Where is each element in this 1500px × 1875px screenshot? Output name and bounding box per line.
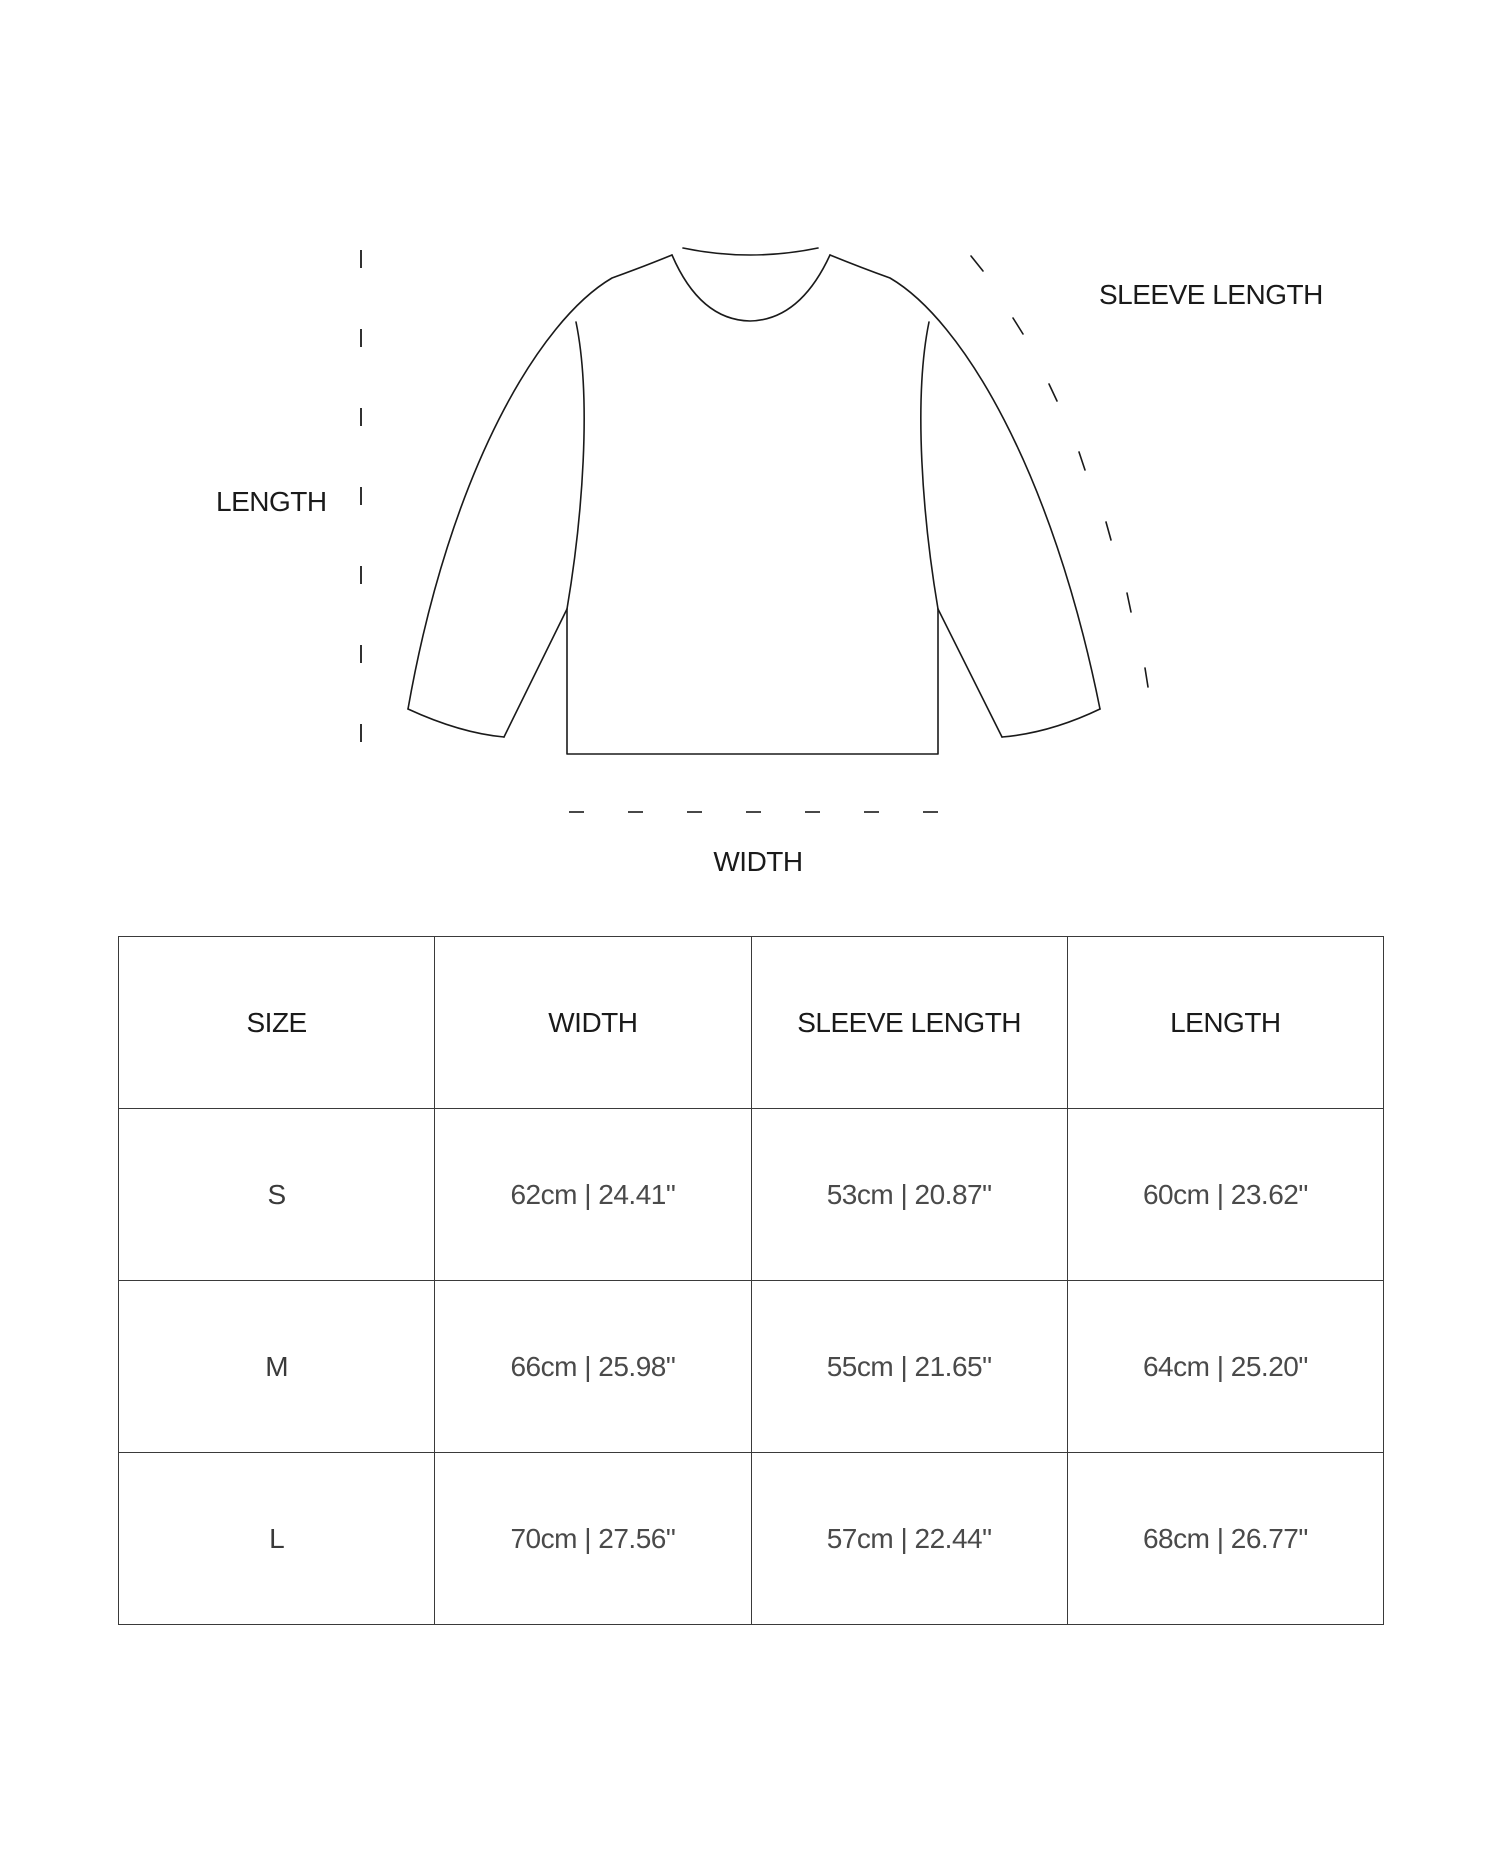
length-cell: 60cm | 23.62"	[1067, 1109, 1383, 1281]
left-sleeve-outer	[408, 255, 672, 709]
width-cell: 70cm | 27.56"	[435, 1453, 751, 1625]
collar-inner	[672, 255, 830, 321]
sleeve-length-cell: 57cm | 22.44"	[751, 1453, 1067, 1625]
header-length: LENGTH	[1067, 937, 1383, 1109]
left-sleeve-inner	[504, 609, 567, 737]
sweatshirt-illustration	[0, 0, 1500, 900]
length-cell: 64cm | 25.20"	[1067, 1281, 1383, 1453]
header-width: WIDTH	[435, 937, 751, 1109]
right-body-side	[921, 322, 938, 609]
width-cell: 66cm | 25.98"	[435, 1281, 751, 1453]
right-cuff	[1002, 709, 1100, 737]
size-cell: S	[119, 1109, 435, 1281]
right-sleeve-inner	[938, 609, 1002, 737]
table-row	[119, 1281, 1384, 1453]
sleeve-length-cell: 53cm | 20.87"	[751, 1109, 1067, 1281]
table-row	[119, 1453, 1384, 1625]
size-cell: M	[119, 1281, 435, 1453]
collar-outer	[683, 248, 818, 255]
width-label: WIDTH	[713, 846, 803, 877]
left-body-side	[567, 322, 584, 609]
body-hem	[567, 609, 938, 754]
length-label: LENGTH	[216, 486, 327, 517]
table-row	[119, 1109, 1384, 1281]
size-chart-table	[118, 936, 1384, 1625]
sweatshirt-diagram	[0, 0, 1500, 900]
header-size: SIZE	[119, 937, 435, 1109]
sleeve-length-cell: 55cm | 21.65"	[751, 1281, 1067, 1453]
left-cuff	[408, 709, 504, 737]
width-cell: 62cm | 24.41"	[435, 1109, 751, 1281]
table-header-row	[119, 937, 1384, 1109]
size-cell: L	[119, 1453, 435, 1625]
length-cell: 68cm | 26.77"	[1067, 1453, 1383, 1625]
sleeve-length-guide	[971, 256, 1148, 687]
header-sleeve-length: SLEEVE LENGTH	[751, 937, 1067, 1109]
right-sleeve-outer	[830, 255, 1100, 709]
sleeve-length-label: SLEEVE LENGTH	[1099, 279, 1323, 310]
